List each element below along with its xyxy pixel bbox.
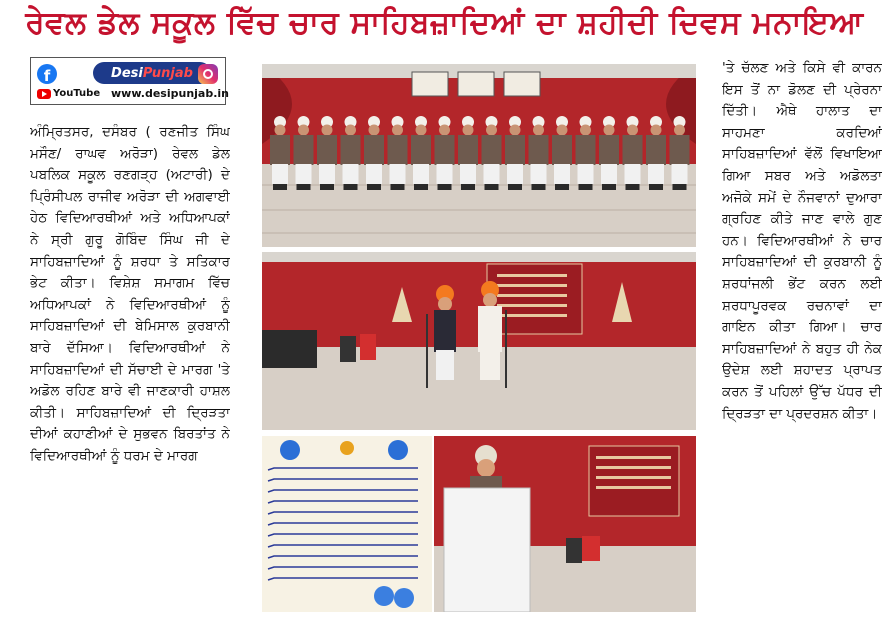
singer-figure bbox=[294, 135, 314, 165]
singer-figure bbox=[507, 164, 523, 184]
singer-figure bbox=[673, 184, 687, 190]
singer-figure bbox=[367, 184, 381, 190]
singer-figure bbox=[578, 164, 594, 184]
singer-figure bbox=[508, 184, 522, 190]
logo-prefix: Desi bbox=[111, 65, 143, 81]
singer-figure bbox=[627, 125, 638, 136]
singer-figure bbox=[272, 164, 288, 184]
singer-figure bbox=[533, 125, 544, 136]
singer-figure bbox=[298, 125, 309, 136]
singer-figure bbox=[392, 125, 403, 136]
singer-figure bbox=[649, 184, 663, 190]
singer-figure bbox=[646, 135, 666, 165]
photo-choir-group bbox=[262, 64, 696, 247]
singer-figure bbox=[648, 164, 664, 184]
singer-figure bbox=[552, 135, 572, 165]
choir-illustration bbox=[262, 64, 696, 247]
singer-figure bbox=[601, 164, 617, 184]
logo-suffix: Punjab bbox=[142, 65, 193, 81]
singer-figure bbox=[576, 135, 596, 165]
article-column-right: 'ਤੇ ਚੱਲਣ ਅਤੇ ਕਿਸੇ ਵੀ ਕਾਰਨ ਇਸ ਤੋਂ ਨਾ ਡੋਲਣ ਦੀ ਪ੍ਰੇਰਨਾ ਦਿੱਤੀ। ਐਥੇ ਹਾਲਾਤ ਦਾ ਸਾਹਮਣਾ ਕਰਦਿਆਂ ਸਾਹਿਬਜ਼ਾਦਿਆਂ ਵੱਲੋਂ ਵਿਖਾਇਆ ਗਿਆ ਸਬਰ ਅਤੇ ਅਡੋਲਤਾ ਅਜੋਕੇ ਸਮੇਂ ਦੇ ਨੌਜਵਾਨਾਂ ਦੁਆਰਾ ਗ੍ਰਹਿਣ ਕੀਤੇ ਜਾਣ ਵਾਲੇ ਗੁਣ ਹਨ। ਵਿਦਿਆਰਥੀਆਂ ਨੇ ਚਾਰ ਸਾਹਿਬਜ਼ਾਦਿਆਂ ਦੀ ਕੁਰਬਾਨੀ ਨੂੰ ਸ਼ਰਧਾਂਜਲੀ ਭੇਂਟ ਕਰਨ ਲਈ ਸ਼ਰਧਾਪੂਰਵਕ ਰਚਨਾਵਾਂ ਦਾ ਗਾਇਨ ਕੀਤਾ ਗਿਆ। ਚਾਰ ਸਾਹਿਬਜ਼ਾਦਿਆਂ ਨੇ ਬਹੁਤ ਹੀ ਨੇਕ ਉਦੇਸ਼ ਲਈ ਸ਼ਹਾਦਤ ਪ੍ਰਾਪਤ ਕਰਨ ਤੋਂ ਪਹਿਲਾਂ ਉੱਚ ਪੱਧਰ ਦੀ ਦ੍ਰਿੜਤਾ ਦਾ ਪ੍ਰਦਰਸ਼ਨ ਕੀਤਾ। bbox=[722, 60, 882, 422]
singer-figure bbox=[414, 184, 428, 190]
singer-figure bbox=[482, 135, 502, 165]
photo-two-performers bbox=[262, 252, 696, 430]
singer-figure bbox=[599, 135, 619, 165]
singer-figure bbox=[579, 184, 593, 190]
desipunjab-logo bbox=[93, 62, 211, 84]
singer-figure bbox=[345, 125, 356, 136]
singer-figure bbox=[273, 184, 287, 190]
article-column-left: ਅੰਮ੍ਰਿਤਸਰ, ਦਸੰਬਰ ( ਰਣਜੀਤ ਸਿੰਘ ਮਸੌਣ/ ਰਾਘਵ ਅਰੋੜਾ) ਰੇਵਲ ਡੇਲ ਪਬਲਿਕ ਸਕੂਲ ਰਣਗੜ੍ਹ (ਅਟਾਰੀ) ਦੇ ਪ੍ਰਿੰਸੀਪਲ ਰਾਜੀਵ ਅਰੋੜਾ ਦੀ ਅਗਵਾਈ ਹੇਠ ਵਿਦਿਆਰਥੀਆਂ ਅਤੇ ਅਧਿਆਪਕਾਂ ਨੇ ਸ੍ਰੀ ਗੁਰੂ ਗੋਬਿੰਦ ਸਿੰਘ ਜੀ ਦੇ ਸਾਹਿਬਜ਼ਾਦਿਆਂ ਨੂੰ ਸ਼ਰਧਾ ਤੇ ਸਤਿਕਾਰ ਭੇਟ ਕੀਤਾ। ਵਿਸ਼ੇਸ਼ ਸਮਾਗਮ ਵਿੱਚ ਅਧਿਆਪਕਾਂ ਨੇ ਵਿਦਿਆਰਥੀਆਂ ਨੂੰ ਸਾਹਿਬਜ਼ਾਦਿਆਂ ਦੀ ਬੇਮਿਸਾਲ ਕੁਰਬਾਨੀ ਬਾਰੇ ਦੱਸਿਆ। ਵਿਦਿਆਰਥੀਆਂ ਨੇ ਸਾਹਿਬਜ਼ਾਦਿਆਂ ਦੀ ਸੱਚਾਈ ਦੇ ਮਾਰਗ 'ਤੇ ਅਡੋਲ ਰਹਿਣ ਬਾਰੇ ਵੀ ਜਾਣਕਾਰੀ ਹਾਸ਼ਲ ਕੀਤੀ। ਸਾਹਿਬਜ਼ਾਦਿਆਂ ਦੀ ਦ੍ਰਿੜਤਾ ਦੀਆਂ ਕਹਾਣੀਆਂ ਦੇ ਸੁਭਵਨ ਬਿਰਤਾਂਤ ਨੇ ਵਿਦਿਆਰਥੀਆਂ ਨੂੰ ਧਰਮ ਦੇ ਮਾਰਗ bbox=[30, 124, 230, 464]
photo-handwritten-chart bbox=[262, 436, 432, 612]
singer-figure bbox=[296, 164, 312, 184]
singer-figure bbox=[341, 135, 361, 165]
singer-figure bbox=[557, 125, 568, 136]
singer-figure bbox=[463, 125, 474, 136]
site-url: www.desipunjab.in bbox=[111, 87, 229, 100]
chart-illustration bbox=[262, 436, 432, 612]
singer-figure bbox=[319, 164, 335, 184]
singer-figure bbox=[555, 184, 569, 190]
singer-figure bbox=[460, 164, 476, 184]
singer-figure bbox=[320, 184, 334, 190]
performers-illustration bbox=[262, 252, 696, 430]
singer-figure bbox=[435, 135, 455, 165]
singer-figure bbox=[580, 125, 591, 136]
singer-figure bbox=[439, 125, 450, 136]
singer-figure bbox=[364, 135, 384, 165]
singer-figure bbox=[390, 164, 406, 184]
singer-figure bbox=[297, 184, 311, 190]
singer-figure bbox=[604, 125, 615, 136]
singer-figure bbox=[366, 164, 382, 184]
singer-figure bbox=[388, 135, 408, 165]
singer-figure bbox=[529, 135, 549, 165]
singer-figure bbox=[670, 135, 690, 165]
singer-figure bbox=[510, 125, 521, 136]
singer-figure bbox=[672, 164, 688, 184]
youtube-label: YouTube bbox=[53, 88, 101, 99]
singer-figure bbox=[505, 135, 525, 165]
photo-student-podium bbox=[434, 436, 696, 612]
singer-figure bbox=[623, 135, 643, 165]
brand-banner bbox=[30, 57, 229, 105]
headline: ਰੇਵਲ ਡੇਲ ਸਕੂਲ ਵਿੱਚ ਚਾਰ ਸਾਹਿਬਜ਼ਾਦਿਆਂ ਦਾ ਸ਼ਹੀਦੀ ਦਿਵਸ ਮਨਾਇਆ bbox=[25, 4, 864, 41]
singer-figure bbox=[532, 184, 546, 190]
singer-figure bbox=[270, 135, 290, 165]
singer-figure bbox=[485, 184, 499, 190]
singer-figure bbox=[391, 184, 405, 190]
singer-figure bbox=[458, 135, 478, 165]
singer-figure bbox=[416, 125, 427, 136]
singer-figure bbox=[625, 164, 641, 184]
singer-figure bbox=[411, 135, 431, 165]
singer-figure bbox=[484, 164, 500, 184]
singer-figure bbox=[275, 125, 286, 136]
singer-figure bbox=[461, 184, 475, 190]
singer-figure bbox=[413, 164, 429, 184]
singer-figure bbox=[438, 184, 452, 190]
podium-illustration bbox=[434, 436, 696, 612]
singer-figure bbox=[344, 184, 358, 190]
singer-figure bbox=[626, 184, 640, 190]
singer-figure bbox=[437, 164, 453, 184]
singer-figure bbox=[674, 125, 685, 136]
singer-figure bbox=[602, 184, 616, 190]
singer-figure bbox=[322, 125, 333, 136]
instagram-icon bbox=[198, 64, 218, 84]
singer-figure bbox=[486, 125, 497, 136]
singer-figure bbox=[554, 164, 570, 184]
singer-figure bbox=[651, 125, 662, 136]
singer-figure bbox=[343, 164, 359, 184]
youtube-icon bbox=[37, 89, 51, 99]
singer-figure bbox=[531, 164, 547, 184]
facebook-icon: f bbox=[37, 64, 57, 84]
singer-figure bbox=[369, 125, 380, 136]
singer-figure bbox=[317, 135, 337, 165]
